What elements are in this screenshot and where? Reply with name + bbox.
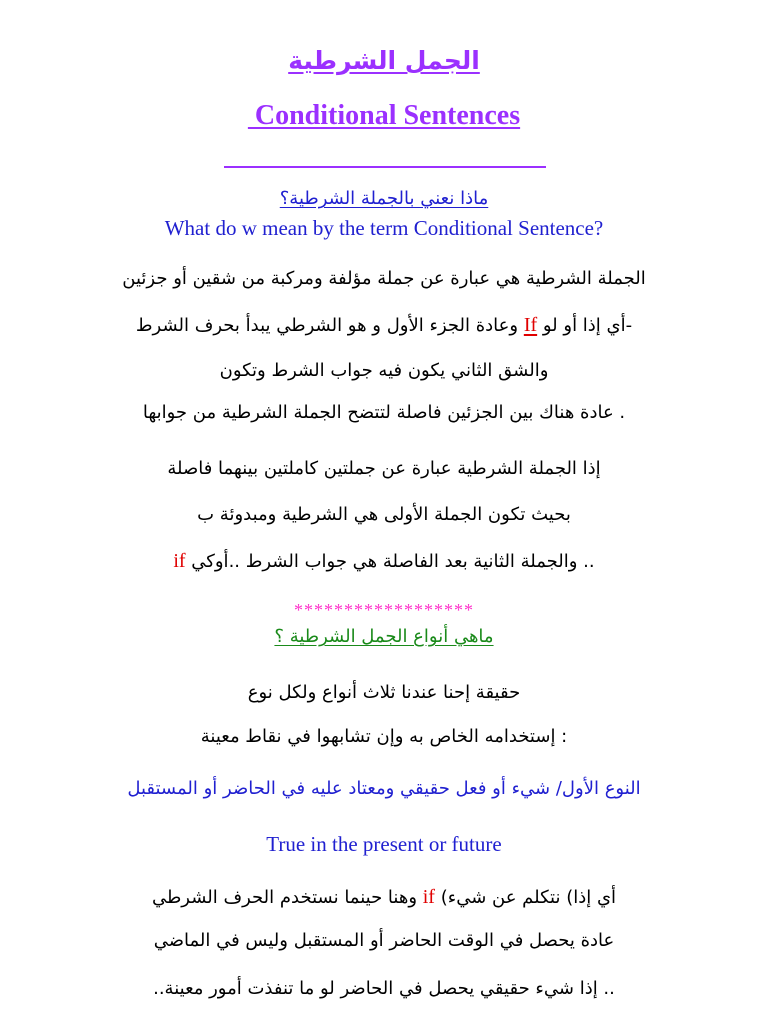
types-question: ماهي أنواع الجمل الشرطية ؟ — [274, 626, 494, 647]
definition-line-2-end: وعادة الجزء الأول و هو الشرطي يبدأ بحرف الشرط — [135, 315, 519, 336]
type1-line-1 — [0, 886, 768, 909]
title-arabic: الجمل الشرطية — [288, 46, 480, 75]
definition-line-2-start: -أي إذا أو لو — [542, 315, 633, 336]
types-intro-line-1: حقيقة إحنا عندنا ثلاث أنواع ولكل نوع — [247, 682, 521, 703]
comma-rule-line-3-text: .. والجملة الثانية بعد الفاصلة هي جواب الشرط ..أوكي — [191, 551, 595, 572]
title-divider — [224, 166, 546, 168]
section-separator: ****************** — [294, 600, 474, 620]
comma-rule-line-2: بحيث تكون الجملة الأولى هي الشرطية ومبدوئة ب — [197, 504, 571, 525]
definition-line-4: . عادة هناك بين الجزئين فاصلة لتتضح الجملة الشرطية من جوابها — [142, 402, 626, 423]
if-keyword: if — [173, 550, 186, 572]
comma-rule-line-3 — [0, 550, 768, 573]
type1-heading-arabic: النوع الأول/ شيء أو فعل حقيقي ومعتاد عليه في الحاضر أو المستقبل — [127, 778, 641, 799]
question-arabic: ماذا نعني بالجملة الشرطية؟ — [279, 188, 489, 209]
type1-line-1-end: وهنا حينما نستخدم الحرف الشرطي — [151, 887, 418, 908]
type1-line-2: عادة يحصل في الوقت الحاضر أو المستقبل وليس في الماضي — [153, 930, 615, 951]
question-english: What do w mean by the term Conditional Sentence? — [164, 216, 604, 240]
definition-line-1: الجملة الشرطية هي عبارة عن جملة مؤلفة ومركبة من شقين أو جزئين — [122, 268, 646, 289]
type1-heading-english: True in the present or future — [266, 832, 502, 856]
title-english: Conditional Sentences — [247, 100, 521, 131]
definition-line-3: والشق الثاني يكون فيه جواب الشرط وتكون — [219, 360, 549, 381]
types-intro-line-2: : إستخدامه الخاص به وإن تشابهوا في نقاط معينة — [200, 726, 568, 747]
comma-rule-line-1: إذا الجملة الشرطية عبارة عن جملتين كاملتين بينهما فاصلة — [167, 458, 601, 479]
definition-line-2 — [0, 314, 768, 337]
type1-line-3: .. إذا شيء حقيقي يحصل في الحاضر لو ما تنفذت أمور معينة.. — [153, 978, 615, 999]
if-keyword: If — [523, 314, 538, 336]
if-keyword: if — [422, 886, 435, 908]
type1-line-1-start: أي إذا) نتكلم عن شيء) — [440, 887, 617, 908]
